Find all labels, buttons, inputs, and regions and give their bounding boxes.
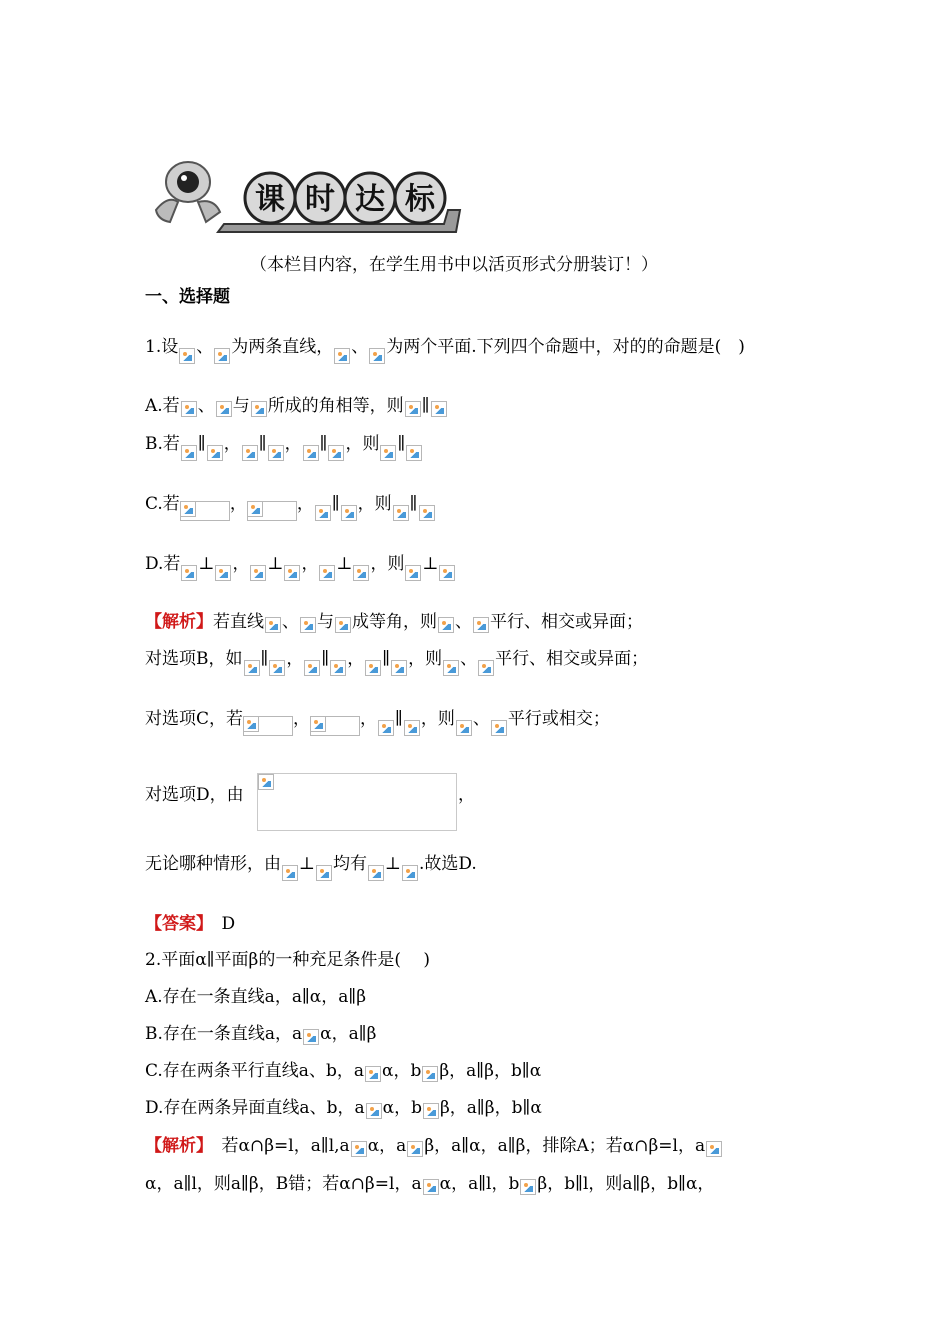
banner-char: 标 — [405, 182, 435, 217]
formula-image-icon — [268, 445, 284, 461]
formula-image-icon — [258, 774, 274, 790]
analysis2-line2: α，a∥l，则a∥β，B错；若α∩β=l，a α，a∥l，b β，b∥l，则a∥β，b∥α， — [145, 1174, 715, 1194]
formula-image-icon — [265, 617, 281, 633]
formula-image-icon — [315, 505, 331, 521]
formula-image-icon — [365, 1066, 381, 1082]
formula-image-icon — [316, 865, 332, 881]
formula-image-icon — [456, 720, 472, 736]
formula-image-icon — [366, 1103, 382, 1119]
formula-image-icon — [353, 565, 369, 581]
formula-image-icon — [328, 445, 344, 461]
analysis1-line4: 对选项D，由 — [145, 785, 244, 805]
formula-image-icon — [334, 348, 350, 364]
section-heading: 一、选择题 — [145, 287, 230, 307]
formula-image-icon — [439, 565, 455, 581]
formula-image-icon — [393, 505, 409, 521]
formula-image-icon — [181, 401, 197, 417]
formula-image-icon — [179, 348, 195, 364]
q1-option-a: A.若 、 与 所成的角相等，则 ∥ — [145, 395, 448, 417]
formula-image-icon — [438, 617, 454, 633]
formula-image-icon — [282, 865, 298, 881]
formula-image-wide — [247, 501, 297, 521]
q1-option-b: B.若 ∥ ， ∥ ， ∥ ，则 ∥ — [145, 433, 423, 461]
formula-image-large — [257, 773, 457, 831]
formula-image-icon — [365, 660, 381, 676]
q1-stem: 1.设 、 为两条直线， 、 为两个平面.下列四个命题中，对的的命题是( ) — [145, 336, 745, 364]
formula-image-icon — [406, 445, 422, 461]
formula-image-wide — [180, 501, 230, 521]
formula-image-icon — [341, 505, 357, 521]
formula-image-icon — [269, 660, 285, 676]
formula-image-icon — [242, 445, 258, 461]
eye-mascot-icon — [156, 162, 220, 222]
q2-option-c: C.存在两条平行直线a、b，a α，b β，a∥β，b∥α — [145, 1061, 542, 1081]
answer1: 【答案】 D — [145, 914, 236, 934]
banner-char: 课 — [255, 182, 285, 217]
formula-image-icon — [368, 865, 384, 881]
banner-char: 达 — [355, 182, 385, 217]
formula-image-icon — [300, 617, 316, 633]
formula-image-icon — [391, 660, 407, 676]
formula-image-icon — [251, 401, 267, 417]
formula-image-icon — [404, 720, 420, 736]
formula-image-icon — [351, 1141, 367, 1157]
lesson-banner — [148, 150, 468, 240]
formula-image-icon — [491, 720, 507, 736]
formula-image-icon — [419, 505, 435, 521]
formula-image-icon — [423, 1179, 439, 1195]
analysis2-line1: 【解析】 若α∩β=l，a∥l,a α，a β，a∥α，a∥β，排除A；若α∩β=l，a — [145, 1135, 723, 1157]
formula-image-icon — [247, 501, 263, 517]
formula-image-icon — [284, 565, 300, 581]
formula-image-icon — [405, 401, 421, 417]
formula-image-icon — [378, 720, 394, 736]
formula-image-icon — [431, 401, 447, 417]
formula-image-icon — [473, 617, 489, 633]
formula-image-wide — [310, 716, 360, 736]
q1-option-c: C.若 ， ， ∥ ，则 ∥ — [145, 493, 436, 521]
formula-image-icon — [335, 617, 351, 633]
formula-image-icon — [243, 716, 259, 732]
q2-option-d: D.存在两条异面直线a、b，a α，b β，a∥β，b∥α — [145, 1098, 542, 1118]
binding-note: （本栏目内容，在学生用书中以活页形式分册装订！） — [250, 255, 658, 275]
q1-option-d: D.若 ⊥ ， ⊥ ， ⊥ ，则 ⊥ — [145, 553, 456, 581]
formula-image-icon — [407, 1141, 423, 1157]
formula-image-icon — [520, 1179, 536, 1195]
banner-char: 时 — [305, 182, 335, 217]
formula-image-icon — [207, 445, 223, 461]
formula-image-icon — [478, 660, 494, 676]
formula-image-icon — [380, 445, 396, 461]
formula-image-icon — [250, 565, 266, 581]
formula-image-icon — [303, 445, 319, 461]
analysis1-line2: 对选项B，如 ∥ ， ∥ ， ∥ ，则 、 平行、相交或异面； — [145, 648, 648, 676]
formula-image-icon — [405, 565, 421, 581]
formula-image-icon — [244, 660, 260, 676]
analysis1-line5: 无论哪种情形，由 ⊥ 均有 ⊥ .故选D. — [145, 853, 477, 881]
formula-image-icon — [310, 716, 326, 732]
formula-image-icon — [402, 865, 418, 881]
formula-image-icon — [180, 501, 196, 517]
formula-image-icon — [422, 1066, 438, 1082]
formula-image-icon — [369, 348, 385, 364]
q2-option-b: B.存在一条直线a，a α，a∥β — [145, 1024, 377, 1044]
formula-image-icon — [215, 565, 231, 581]
formula-image-icon — [423, 1103, 439, 1119]
formula-image-icon — [319, 565, 335, 581]
analysis1-line4-end: ， — [458, 785, 475, 805]
banner-title — [245, 173, 445, 223]
formula-image-icon — [214, 348, 230, 364]
formula-image-icon — [706, 1141, 722, 1157]
q2-option-a: A.存在一条直线a，a∥α，a∥β — [145, 987, 367, 1007]
formula-image-icon — [181, 565, 197, 581]
formula-image-wide — [243, 716, 293, 736]
formula-image-icon — [330, 660, 346, 676]
formula-image-icon — [443, 660, 459, 676]
q2-stem: 2.平面α∥平面β的一种充足条件是( ) — [145, 950, 431, 970]
formula-image-icon — [181, 445, 197, 461]
analysis1-line1: 【解析】若直线 、 与 成等角，则 、 平行、相交或异面； — [145, 612, 643, 632]
formula-image-icon — [216, 401, 232, 417]
formula-image-icon — [303, 1029, 319, 1045]
analysis1-line3: 对选项C，若 ， ， ∥ ，则 、 平行或相交； — [145, 708, 610, 736]
formula-image-icon — [304, 660, 320, 676]
